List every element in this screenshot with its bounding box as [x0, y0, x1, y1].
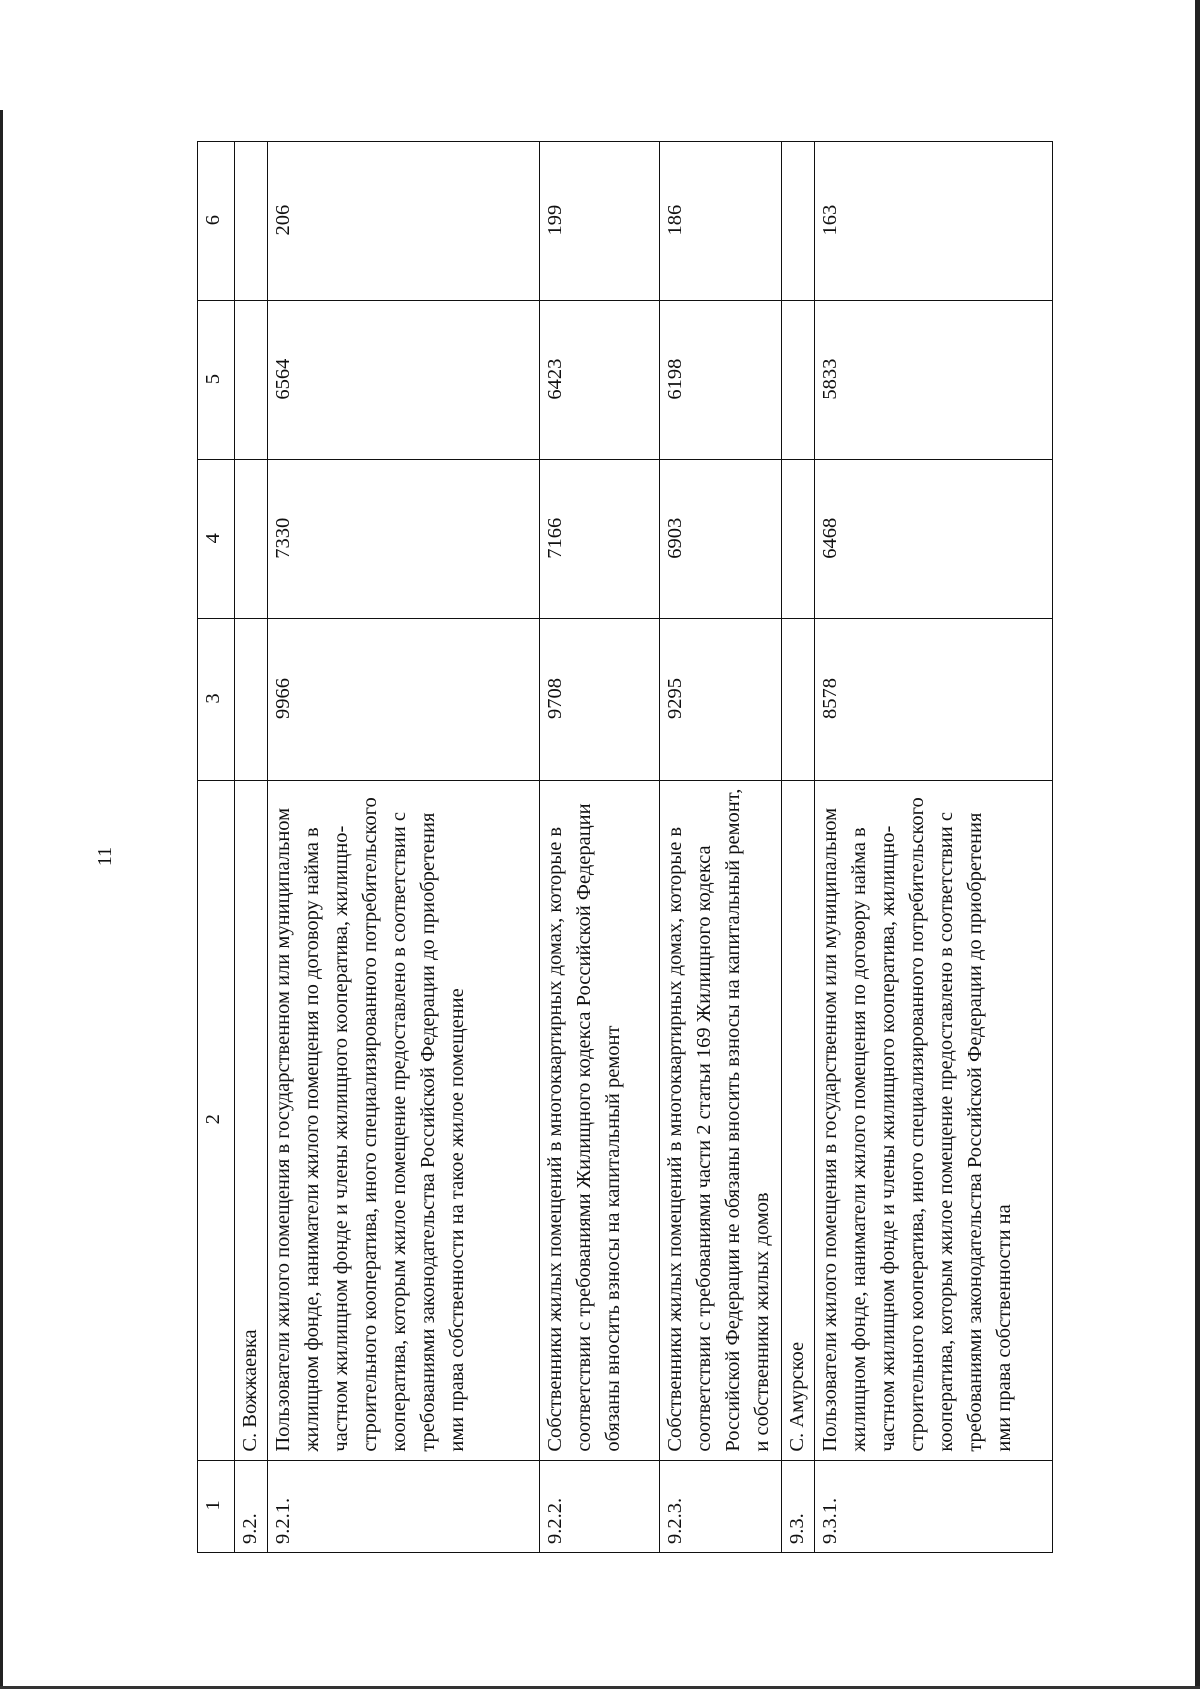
- row-description: Пользователи жилого помещения в государственном или муниципальном жилищном фонде, наниматели жилого помещения по договору найма в частном жилищном фонде и члены жилищного кооператива, жилищно-строительного кооператива, иного специализированного потребительского кооператива, которым жилое помещение предоставлено в соответствии с требованиями законодательства Российской Федерации до приобретения ими права собственности на: [815, 780, 1053, 1460]
- row-code: 9.3.: [782, 1460, 815, 1552]
- header-cell-6: 6: [198, 142, 235, 301]
- value-col-6: 199: [540, 142, 660, 301]
- value-col-4: 7330: [268, 460, 540, 619]
- table-row: [268, 142, 540, 1553]
- table-row: [660, 142, 782, 1553]
- scan-edge-right: [1195, 0, 1200, 1689]
- section-label: С. Амурское: [782, 780, 815, 1460]
- value-col-4: 7166: [540, 460, 660, 619]
- section-row: [782, 142, 815, 1553]
- empty-cell: [235, 619, 268, 781]
- scan-edge-left: [0, 110, 3, 1689]
- value-col-3: 9966: [268, 619, 540, 781]
- row-description: Пользователи жилого помещения в государственном или муниципальном жилищном фонде, наниматели жилого помещения по договору найма в частном жилищном фонде и члены жилищного кооператива, жилищно-строительного кооператива, иного специализированного потребительского кооператива, которым жилое помещение предоставлено в соответствии с требованиями законодательства Российской Федерации до приобретения ими права собственности на такое жилое помещение: [268, 780, 540, 1460]
- header-cell-1: 1: [198, 1460, 235, 1552]
- table-row: [540, 142, 660, 1553]
- header-cell-5: 5: [198, 301, 235, 460]
- rotated-table-container: [197, 141, 1100, 1553]
- page-number: 11: [94, 846, 117, 867]
- header-cell-4: 4: [198, 460, 235, 619]
- row-code: 9.2.3.: [660, 1460, 782, 1552]
- section-row: [235, 142, 268, 1553]
- value-col-3: 8578: [815, 619, 1053, 781]
- value-col-6: 186: [660, 142, 782, 301]
- value-col-5: 6423: [540, 301, 660, 460]
- row-description: Собственники жилых помещений в многоквартирных домах, которые в соответствии с требованиями Жилищного кодекса Российской Федерации обязаны вносить взносы на капитальный ремонт: [540, 780, 660, 1460]
- header-cell-2: 2: [198, 780, 235, 1460]
- value-col-6: 206: [268, 142, 540, 301]
- row-description: Собственники жилых помещений в многоквартирных домах, которые в соответствии с требованиями части 2 статьи 169 Жилищного кодекса Российской Федерации не обязаны вносить взносы на капитальный ремонт, и собственники жилых домов: [660, 780, 782, 1460]
- value-col-3: 9708: [540, 619, 660, 781]
- empty-cell: [235, 460, 268, 619]
- table-row: [815, 142, 1053, 1553]
- header-cell-3: 3: [198, 619, 235, 781]
- row-code: 9.2.2.: [540, 1460, 660, 1552]
- row-code: 9.2.: [235, 1460, 268, 1552]
- value-col-6: 163: [815, 142, 1053, 301]
- value-col-4: 6903: [660, 460, 782, 619]
- empty-cell: [782, 619, 815, 781]
- row-code: 9.2.1.: [268, 1460, 540, 1552]
- table-body: [198, 142, 1053, 1553]
- empty-cell: [782, 460, 815, 619]
- section-label: С. Вожжаевка: [235, 780, 268, 1460]
- empty-cell: [782, 301, 815, 460]
- empty-cell: [235, 142, 268, 301]
- row-code: 9.3.1.: [815, 1460, 1053, 1552]
- tariff-table: [197, 141, 1053, 1553]
- value-col-5: 6564: [268, 301, 540, 460]
- value-col-4: 6468: [815, 460, 1053, 619]
- value-col-5: 6198: [660, 301, 782, 460]
- empty-cell: [782, 142, 815, 301]
- value-col-5: 5833: [815, 301, 1053, 460]
- header-row: [198, 142, 235, 1553]
- value-col-3: 9295: [660, 619, 782, 781]
- empty-cell: [235, 301, 268, 460]
